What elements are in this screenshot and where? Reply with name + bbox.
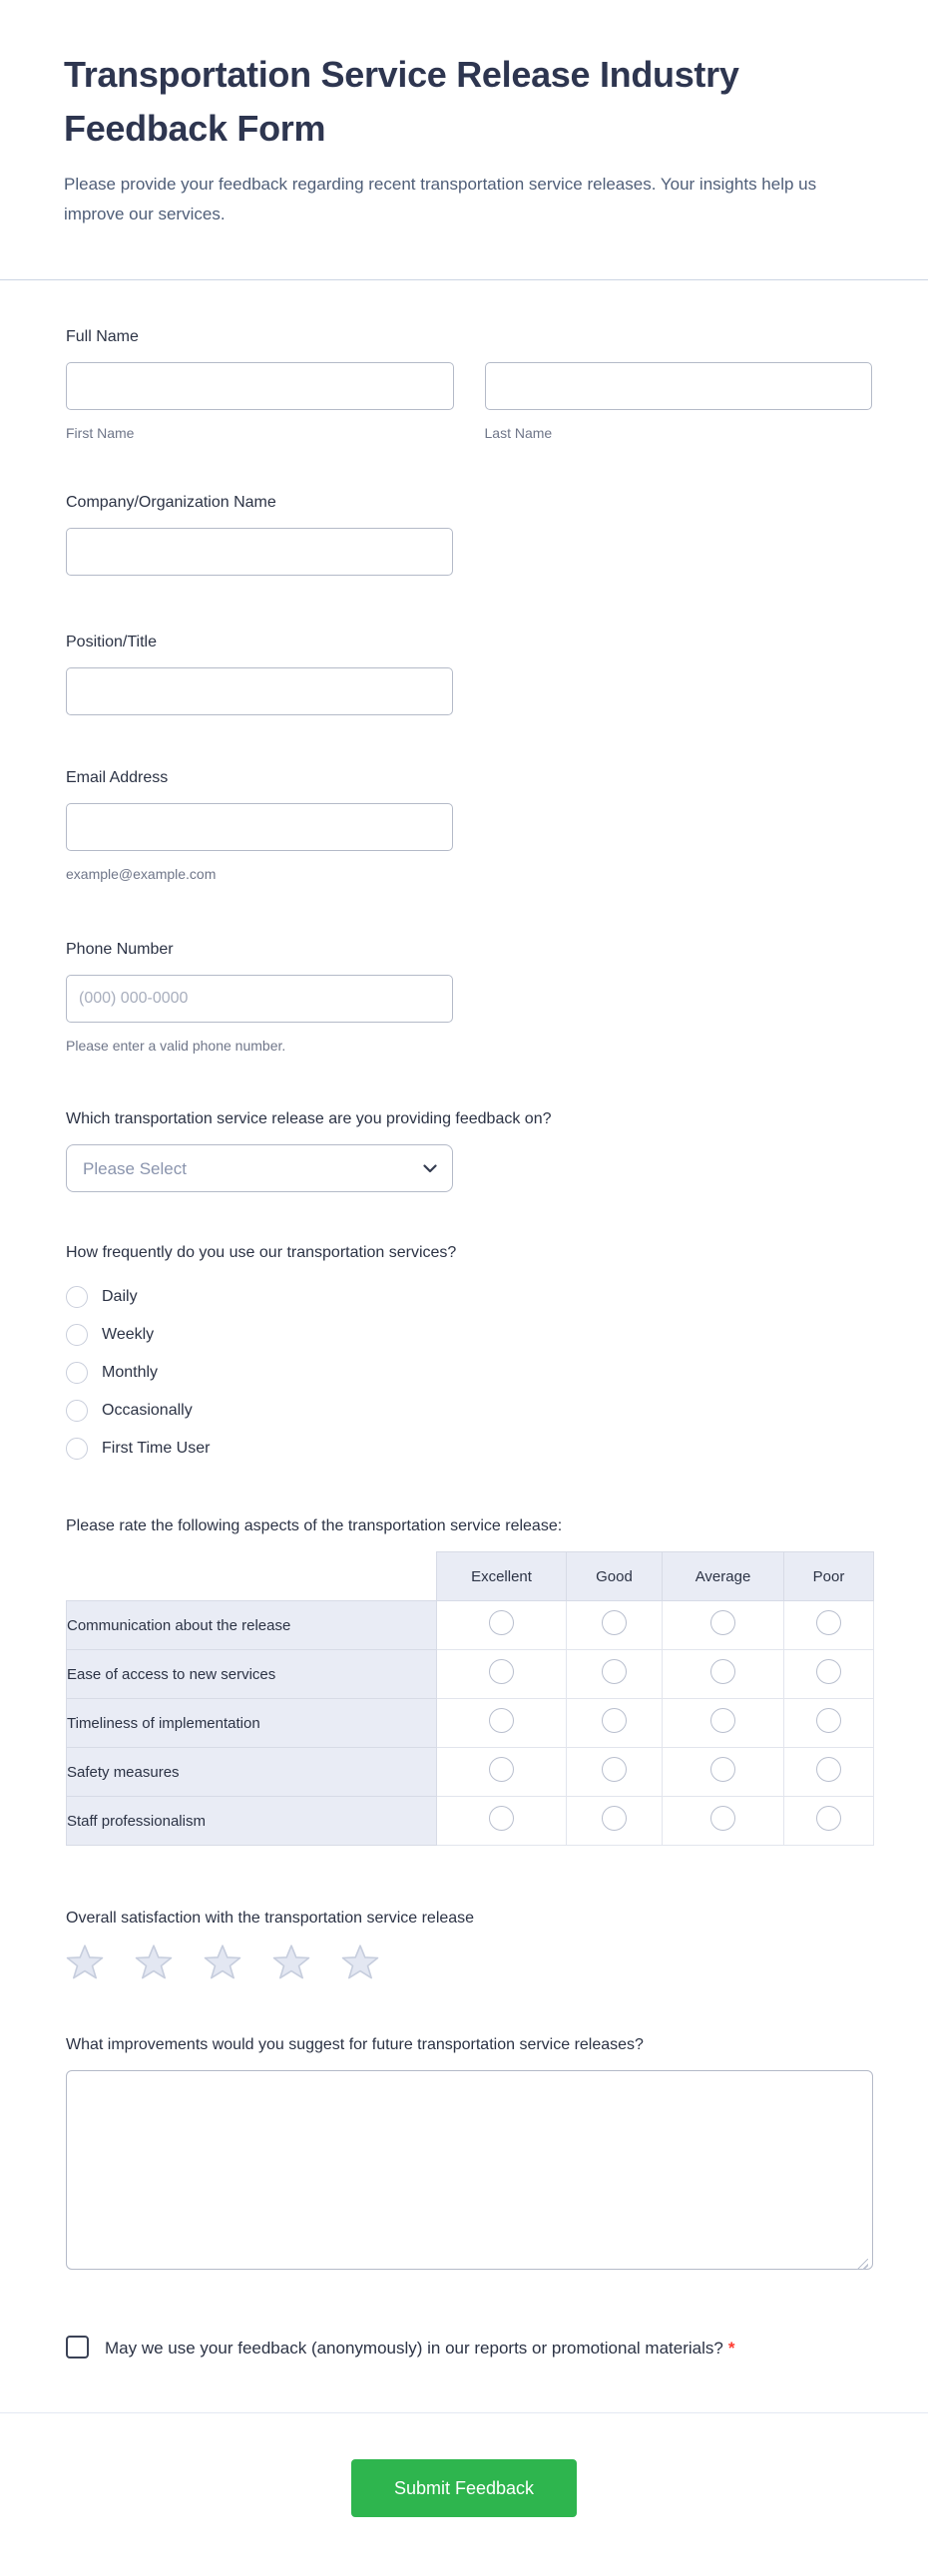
matrix-cell [784, 1601, 874, 1650]
matrix-radio[interactable] [602, 1659, 627, 1684]
matrix-cell [567, 1748, 663, 1797]
matrix-col-poor: Poor [784, 1552, 874, 1601]
matrix-row-label: Communication about the release [67, 1601, 437, 1650]
star-rating [66, 1943, 872, 1980]
matrix-cell [437, 1601, 567, 1650]
field-consent [66, 2333, 872, 2364]
radio-option-weekly[interactable] [66, 1316, 872, 1354]
matrix-radio[interactable] [816, 1757, 841, 1782]
frequency-options [66, 1278, 872, 1468]
first-name-sublabel: First Name [66, 425, 135, 441]
submit-feedback-button[interactable]: Submit Feedback [351, 2459, 577, 2517]
consent-checkbox-row[interactable] [66, 2339, 734, 2358]
phone-input[interactable] [66, 975, 453, 1023]
matrix-row-staff [67, 1797, 874, 1846]
matrix-radio[interactable] [816, 1659, 841, 1684]
release-select-label: Which transportation service release are you providing feedback on? [66, 1110, 552, 1127]
satisfaction-label: Overall satisfaction with the transportation service release [66, 1910, 475, 1927]
matrix-radio[interactable] [489, 1659, 514, 1684]
consent-label: May we use your feedback (anonymously) in our reports or promotional materials? [105, 2339, 723, 2358]
matrix-radio[interactable] [816, 1610, 841, 1635]
matrix-cell [663, 1748, 784, 1797]
rating-matrix-table [66, 1551, 874, 1846]
matrix-radio[interactable] [710, 1610, 735, 1635]
matrix-corner-cell [67, 1552, 437, 1601]
radio-option-monthly[interactable] [66, 1354, 872, 1392]
matrix-cell [784, 1748, 874, 1797]
field-phone [66, 939, 872, 1055]
form-body [0, 326, 928, 2364]
matrix-row-label: Ease of access to new services [67, 1650, 437, 1699]
matrix-col-average: Average [663, 1552, 784, 1601]
form-title: Transportation Service Release Industry Feedback Form [64, 54, 739, 149]
field-improvements [66, 2034, 872, 2275]
phone-label: Phone Number [66, 941, 174, 958]
matrix-radio[interactable] [816, 1806, 841, 1831]
radio-option-label: Weekly [102, 1326, 155, 1343]
improvements-textarea[interactable] [66, 2070, 873, 2270]
field-frequency [66, 1242, 872, 1468]
required-asterisk: * [727, 2339, 735, 2358]
matrix-radio[interactable] [710, 1806, 735, 1831]
field-email [66, 767, 872, 883]
position-label: Position/Title [66, 634, 157, 650]
radio-option-first-time-user[interactable] [66, 1430, 872, 1468]
radio-icon[interactable] [66, 1400, 88, 1422]
matrix-cell [663, 1699, 784, 1748]
radio-option-daily[interactable] [66, 1278, 872, 1316]
matrix-cell [437, 1650, 567, 1699]
last-name-input[interactable] [485, 362, 873, 410]
radio-option-label: Occasionally [102, 1402, 193, 1419]
matrix-cell [567, 1601, 663, 1650]
radio-icon[interactable] [66, 1324, 88, 1346]
first-name-input[interactable] [66, 362, 454, 410]
phone-sublabel: Please enter a valid phone number. [66, 1038, 286, 1054]
field-full-name [66, 326, 872, 442]
last-name-sublabel: Last Name [484, 425, 553, 441]
matrix-radio[interactable] [710, 1659, 735, 1684]
form-description: Please provide your feedback regarding recent transportation service releases. Your insights help us improve our services. [64, 175, 817, 223]
matrix-col-excellent: Excellent [437, 1552, 567, 1601]
form-header [0, 0, 928, 280]
frequency-label: How frequently do you use our transportation services? [66, 1244, 457, 1261]
matrix-cell [567, 1650, 663, 1699]
matrix-radio[interactable] [710, 1757, 735, 1782]
matrix-radio[interactable] [489, 1708, 514, 1733]
checkbox-icon[interactable] [66, 2336, 89, 2359]
radio-option-label: First Time User [102, 1440, 211, 1457]
matrix-cell [437, 1748, 567, 1797]
matrix-radio[interactable] [602, 1806, 627, 1831]
company-input[interactable] [66, 528, 453, 576]
matrix-header-row [67, 1552, 874, 1601]
star-icon[interactable] [341, 1943, 379, 1980]
star-icon[interactable] [272, 1943, 310, 1980]
radio-icon[interactable] [66, 1286, 88, 1308]
field-release-select [66, 1108, 872, 1192]
matrix-cell [437, 1699, 567, 1748]
matrix-radio[interactable] [489, 1757, 514, 1782]
star-icon[interactable] [204, 1943, 241, 1980]
submit-area [0, 2413, 928, 2569]
matrix-radio[interactable] [602, 1708, 627, 1733]
company-label: Company/Organization Name [66, 494, 276, 511]
matrix-cell [663, 1601, 784, 1650]
improvements-label: What improvements would you suggest for future transportation service releases? [66, 2036, 644, 2053]
email-label: Email Address [66, 769, 169, 786]
matrix-row-timeliness [67, 1699, 874, 1748]
star-icon[interactable] [135, 1943, 173, 1980]
matrix-cell [567, 1699, 663, 1748]
matrix-cell [663, 1650, 784, 1699]
matrix-row-label: Staff professionalism [67, 1797, 437, 1846]
radio-icon[interactable] [66, 1362, 88, 1384]
release-select-dropdown[interactable] [66, 1144, 453, 1192]
matrix-row-safety [67, 1748, 874, 1797]
matrix-row-label: Timeliness of implementation [67, 1699, 437, 1748]
matrix-cell [784, 1650, 874, 1699]
matrix-cell [437, 1797, 567, 1846]
radio-icon[interactable] [66, 1438, 88, 1460]
matrix-row-label: Safety measures [67, 1748, 437, 1797]
radio-option-label: Monthly [102, 1364, 159, 1381]
matrix-row-ease-of-access [67, 1650, 874, 1699]
matrix-row-communication [67, 1601, 874, 1650]
matrix-cell [567, 1797, 663, 1846]
matrix-col-good: Good [567, 1552, 663, 1601]
field-rating-matrix [66, 1515, 872, 1846]
matrix-radio[interactable] [710, 1708, 735, 1733]
position-input[interactable] [66, 667, 453, 715]
field-satisfaction [66, 1908, 872, 1980]
matrix-cell [663, 1797, 784, 1846]
matrix-radio[interactable] [602, 1610, 627, 1635]
star-icon[interactable] [66, 1943, 104, 1980]
field-company [66, 492, 872, 576]
matrix-radio[interactable] [816, 1708, 841, 1733]
matrix-radio[interactable] [602, 1757, 627, 1782]
matrix-radio[interactable] [489, 1610, 514, 1635]
radio-option-label: Daily [102, 1288, 138, 1305]
field-position [66, 632, 872, 715]
full-name-label: Full Name [66, 328, 139, 345]
matrix-radio[interactable] [489, 1806, 514, 1831]
resize-handle-icon[interactable] [857, 2259, 868, 2270]
radio-option-occasionally[interactable] [66, 1392, 872, 1430]
matrix-label: Please rate the following aspects of the transportation service release: [66, 1517, 563, 1534]
email-sublabel: example@example.com [66, 866, 217, 882]
email-field[interactable] [66, 803, 453, 851]
matrix-cell [784, 1797, 874, 1846]
matrix-cell [784, 1699, 874, 1748]
